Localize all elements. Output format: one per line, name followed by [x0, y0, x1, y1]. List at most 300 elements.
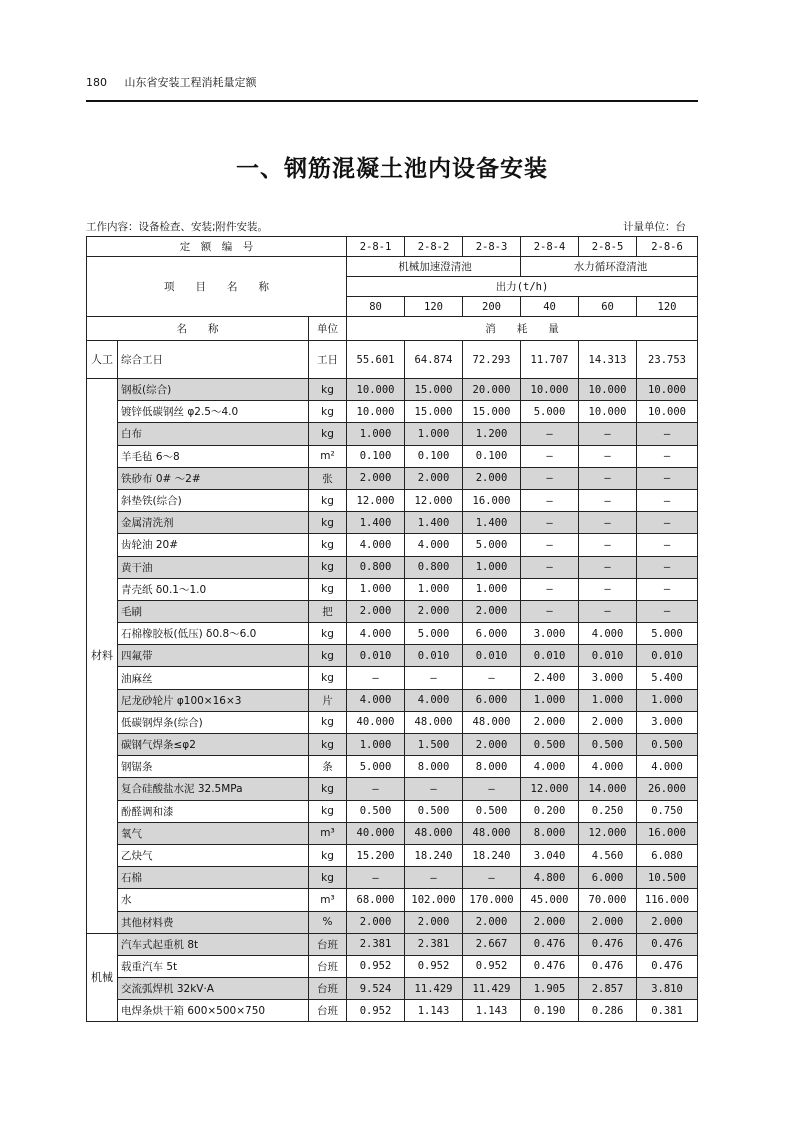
- value-cell: —: [521, 423, 579, 445]
- value-cell: 0.800: [405, 556, 463, 578]
- value-cell: 1.143: [405, 1000, 463, 1022]
- row-unit: kg: [309, 778, 347, 800]
- capacity-cell: 200: [463, 297, 521, 317]
- value-cell: 0.952: [405, 955, 463, 977]
- row-name: 水: [118, 889, 309, 911]
- category-machine: 机械: [87, 933, 118, 1022]
- table-row: [87, 1000, 698, 1022]
- value-cell: 5.400: [637, 667, 698, 689]
- value-cell: —: [637, 489, 698, 511]
- value-cell: 10.000: [521, 379, 579, 401]
- value-cell: 2.000: [347, 911, 405, 933]
- value-cell: 0.100: [405, 445, 463, 467]
- table-row: [87, 711, 698, 733]
- running-header: [86, 74, 698, 90]
- table-row: [87, 889, 698, 911]
- value-cell: —: [405, 867, 463, 889]
- value-cell: —: [521, 556, 579, 578]
- value-cell: 1.400: [463, 512, 521, 534]
- value-cell: 2.400: [521, 667, 579, 689]
- code-cell: 2-8-5: [579, 237, 637, 257]
- row-name: 酚醛调和漆: [118, 800, 309, 822]
- value-cell: —: [579, 600, 637, 622]
- value-cell: 1.000: [405, 423, 463, 445]
- output-label: 出力(t/h): [347, 277, 698, 297]
- category-material: 材料: [87, 379, 118, 934]
- table-row: [87, 734, 698, 756]
- header-rule: [86, 100, 698, 102]
- value-cell: 4.800: [521, 867, 579, 889]
- value-cell: 40.000: [347, 822, 405, 844]
- value-cell: 14.313: [579, 341, 637, 379]
- value-cell: —: [637, 423, 698, 445]
- value-cell: 2.000: [463, 911, 521, 933]
- row-name: 石棉: [118, 867, 309, 889]
- row-unit: kg: [309, 534, 347, 556]
- value-cell: 15.200: [347, 844, 405, 866]
- value-cell: 11.429: [463, 978, 521, 1000]
- row-unit: 条: [309, 756, 347, 778]
- table-row: [87, 955, 698, 977]
- value-cell: 1.143: [463, 1000, 521, 1022]
- code-cell: 2-8-1: [347, 237, 405, 257]
- table-row: [87, 578, 698, 600]
- value-cell: —: [579, 467, 637, 489]
- col-name-header: 名 称: [87, 317, 309, 341]
- value-cell: 9.524: [347, 978, 405, 1000]
- row-unit: 台班: [309, 1000, 347, 1022]
- value-cell: 10.000: [579, 401, 637, 423]
- row-name: 镀锌低碳钢丝 φ2.5～4.0: [118, 401, 309, 423]
- measure-unit: 计量单位：台: [623, 221, 686, 233]
- value-cell: 48.000: [463, 711, 521, 733]
- value-cell: 4.000: [637, 756, 698, 778]
- value-cell: 4.560: [579, 844, 637, 866]
- row-name: 氧气: [118, 822, 309, 844]
- row-name: 羊毛毡 6～8: [118, 445, 309, 467]
- value-cell: 5.000: [405, 623, 463, 645]
- row-unit: 张: [309, 467, 347, 489]
- value-cell: 0.010: [579, 645, 637, 667]
- value-cell: 1.000: [347, 423, 405, 445]
- value-cell: 5.000: [463, 534, 521, 556]
- value-cell: —: [637, 600, 698, 622]
- value-cell: 0.200: [521, 800, 579, 822]
- row-name: 铁砂布 0# ～2#: [118, 467, 309, 489]
- quota-code-label: 定 额 编 号: [87, 237, 347, 257]
- value-cell: 1.500: [405, 734, 463, 756]
- value-cell: 0.190: [521, 1000, 579, 1022]
- value-cell: 102.000: [405, 889, 463, 911]
- row-unit: kg: [309, 734, 347, 756]
- row-unit: 片: [309, 689, 347, 711]
- table-row: [87, 867, 698, 889]
- row-name: 载重汽车 5t: [118, 955, 309, 977]
- row-name: 碳钢气焊条≤φ2: [118, 734, 309, 756]
- value-cell: 0.100: [463, 445, 521, 467]
- value-cell: 12.000: [405, 489, 463, 511]
- row-name: 石棉橡胶板(低压) δ0.8～6.0: [118, 623, 309, 645]
- value-cell: 0.010: [463, 645, 521, 667]
- table-row: [87, 600, 698, 622]
- capacity-cell: 40: [521, 297, 579, 317]
- row-name: 齿轮油 20#: [118, 534, 309, 556]
- value-cell: 6.000: [579, 867, 637, 889]
- value-cell: 3.040: [521, 844, 579, 866]
- col-unit-header: 单位: [309, 317, 347, 341]
- value-cell: 18.240: [405, 844, 463, 866]
- value-cell: 0.500: [347, 800, 405, 822]
- table-row: [87, 341, 698, 379]
- group-header-1: 机械加速澄清池: [347, 257, 521, 277]
- value-cell: 2.857: [579, 978, 637, 1000]
- work-content: 工作内容：设备检查、安装;附件安装。: [86, 221, 269, 233]
- row-name: 汽车式起重机 8t: [118, 933, 309, 955]
- value-cell: 4.000: [405, 534, 463, 556]
- group-header-2: 水力循环澄清池: [521, 257, 698, 277]
- table-row: [87, 489, 698, 511]
- value-cell: 12.000: [521, 778, 579, 800]
- value-cell: 15.000: [463, 401, 521, 423]
- value-cell: 6.000: [463, 623, 521, 645]
- value-cell: 1.905: [521, 978, 579, 1000]
- table-row: [87, 534, 698, 556]
- value-cell: —: [405, 778, 463, 800]
- row-name: 综合工日: [118, 341, 309, 379]
- value-cell: 12.000: [347, 489, 405, 511]
- row-unit: kg: [309, 512, 347, 534]
- value-cell: —: [521, 578, 579, 600]
- table-row: [87, 822, 698, 844]
- value-cell: —: [637, 467, 698, 489]
- book-title: 山东省安装工程消耗量定额: [124, 76, 257, 89]
- row-unit: kg: [309, 556, 347, 578]
- value-cell: —: [637, 556, 698, 578]
- value-cell: 2.000: [463, 600, 521, 622]
- value-cell: 1.400: [347, 512, 405, 534]
- row-unit: kg: [309, 401, 347, 423]
- value-cell: 16.000: [463, 489, 521, 511]
- value-cell: 0.476: [637, 933, 698, 955]
- value-cell: 55.601: [347, 341, 405, 379]
- value-cell: —: [521, 600, 579, 622]
- table-row: [87, 379, 698, 401]
- table-row: [87, 423, 698, 445]
- value-cell: 1.000: [405, 578, 463, 600]
- row-name: 毛刷: [118, 600, 309, 622]
- row-name: 乙炔气: [118, 844, 309, 866]
- value-cell: 2.000: [463, 734, 521, 756]
- row-unit: kg: [309, 800, 347, 822]
- table-row: [87, 467, 698, 489]
- value-cell: 0.952: [463, 955, 521, 977]
- value-cell: 26.000: [637, 778, 698, 800]
- row-unit: 台班: [309, 933, 347, 955]
- row-name: 白布: [118, 423, 309, 445]
- value-cell: 2.000: [521, 911, 579, 933]
- row-unit: 台班: [309, 955, 347, 977]
- value-cell: 45.000: [521, 889, 579, 911]
- value-cell: 15.000: [405, 401, 463, 423]
- value-cell: 4.000: [521, 756, 579, 778]
- value-cell: 0.952: [347, 1000, 405, 1022]
- quota-table: [86, 236, 698, 1022]
- value-cell: 14.000: [579, 778, 637, 800]
- row-name: 交流弧焊机 32kV·A: [118, 978, 309, 1000]
- value-cell: 0.010: [521, 645, 579, 667]
- row-name: 其他材料费: [118, 911, 309, 933]
- code-cell: 2-8-6: [637, 237, 698, 257]
- row-name: 尼龙砂轮片 φ100×16×3: [118, 689, 309, 711]
- capacity-cell: 120: [637, 297, 698, 317]
- table-row: [87, 645, 698, 667]
- value-cell: 48.000: [405, 822, 463, 844]
- value-cell: 0.381: [637, 1000, 698, 1022]
- row-name: 钢板(综合): [118, 379, 309, 401]
- value-cell: 2.667: [463, 933, 521, 955]
- value-cell: 6.000: [463, 689, 521, 711]
- value-cell: 3.810: [637, 978, 698, 1000]
- value-cell: —: [579, 445, 637, 467]
- value-cell: 10.000: [347, 379, 405, 401]
- row-name: 青壳纸 δ0.1～1.0: [118, 578, 309, 600]
- value-cell: 0.476: [637, 955, 698, 977]
- value-cell: 10.000: [637, 401, 698, 423]
- row-unit: kg: [309, 645, 347, 667]
- value-cell: 2.000: [347, 467, 405, 489]
- row-unit: m³: [309, 889, 347, 911]
- row-unit: m²: [309, 445, 347, 467]
- table-row: [87, 800, 698, 822]
- value-cell: 3.000: [521, 623, 579, 645]
- value-cell: 2.381: [347, 933, 405, 955]
- row-unit: 把: [309, 600, 347, 622]
- value-cell: 16.000: [637, 822, 698, 844]
- value-cell: —: [579, 534, 637, 556]
- value-cell: 2.000: [579, 711, 637, 733]
- code-cell: 2-8-2: [405, 237, 463, 257]
- value-cell: 11.707: [521, 341, 579, 379]
- row-unit: kg: [309, 667, 347, 689]
- row-name: 金属清洗剂: [118, 512, 309, 534]
- table-row: [87, 844, 698, 866]
- value-cell: 2.000: [637, 911, 698, 933]
- value-cell: —: [463, 867, 521, 889]
- value-cell: 0.010: [637, 645, 698, 667]
- value-cell: 1.000: [463, 578, 521, 600]
- work-content-line: [86, 219, 698, 234]
- table-row: [87, 933, 698, 955]
- value-cell: —: [579, 578, 637, 600]
- value-cell: 2.000: [347, 600, 405, 622]
- value-cell: 2.000: [463, 467, 521, 489]
- item-name-label: 项 目 名 称: [87, 257, 347, 317]
- table-row: [87, 667, 698, 689]
- value-cell: —: [579, 512, 637, 534]
- value-cell: 1.000: [347, 734, 405, 756]
- row-unit: kg: [309, 578, 347, 600]
- value-cell: —: [579, 489, 637, 511]
- value-cell: 68.000: [347, 889, 405, 911]
- value-cell: 10.000: [579, 379, 637, 401]
- value-cell: —: [521, 489, 579, 511]
- row-unit: kg: [309, 423, 347, 445]
- value-cell: 4.000: [405, 689, 463, 711]
- value-cell: 116.000: [637, 889, 698, 911]
- value-cell: 0.500: [637, 734, 698, 756]
- value-cell: 70.000: [579, 889, 637, 911]
- table-row: [87, 778, 698, 800]
- value-cell: 0.476: [579, 933, 637, 955]
- value-cell: —: [463, 667, 521, 689]
- value-cell: 18.240: [463, 844, 521, 866]
- value-cell: —: [347, 667, 405, 689]
- row-name: 斜垫铁(综合): [118, 489, 309, 511]
- value-cell: 10.000: [347, 401, 405, 423]
- value-cell: 40.000: [347, 711, 405, 733]
- value-cell: 0.250: [579, 800, 637, 822]
- value-cell: 3.000: [637, 711, 698, 733]
- table-row: [87, 512, 698, 534]
- value-cell: 0.800: [347, 556, 405, 578]
- value-cell: 2.000: [579, 911, 637, 933]
- value-cell: 10.000: [637, 379, 698, 401]
- table-row: [87, 978, 698, 1000]
- value-cell: 0.500: [521, 734, 579, 756]
- table-row: [87, 689, 698, 711]
- value-cell: 0.286: [579, 1000, 637, 1022]
- value-cell: 0.100: [347, 445, 405, 467]
- value-cell: 2.000: [405, 600, 463, 622]
- value-cell: 2.000: [521, 711, 579, 733]
- code-cell: 2-8-3: [463, 237, 521, 257]
- value-cell: 2.000: [405, 911, 463, 933]
- capacity-cell: 120: [405, 297, 463, 317]
- table-row: [87, 445, 698, 467]
- value-cell: 3.000: [579, 667, 637, 689]
- code-cell: 2-8-4: [521, 237, 579, 257]
- value-cell: 2.381: [405, 933, 463, 955]
- row-name: 钢锯条: [118, 756, 309, 778]
- value-cell: 15.000: [405, 379, 463, 401]
- value-cell: —: [347, 867, 405, 889]
- value-cell: 5.000: [521, 401, 579, 423]
- table-row: [87, 556, 698, 578]
- value-cell: 0.010: [347, 645, 405, 667]
- value-cell: —: [637, 578, 698, 600]
- value-cell: —: [521, 445, 579, 467]
- value-cell: 0.476: [521, 955, 579, 977]
- capacity-cell: 60: [579, 297, 637, 317]
- row-unit: kg: [309, 379, 347, 401]
- value-cell: 64.874: [405, 341, 463, 379]
- row-name: 低碳钢焊条(综合): [118, 711, 309, 733]
- table-row: [87, 911, 698, 933]
- value-cell: 1.200: [463, 423, 521, 445]
- value-cell: —: [637, 512, 698, 534]
- value-cell: 5.000: [637, 623, 698, 645]
- table-row: [87, 623, 698, 645]
- value-cell: —: [579, 556, 637, 578]
- value-cell: 20.000: [463, 379, 521, 401]
- table-row: [87, 756, 698, 778]
- value-cell: 8.000: [405, 756, 463, 778]
- value-cell: 4.000: [347, 534, 405, 556]
- value-cell: 0.500: [463, 800, 521, 822]
- row-unit: kg: [309, 489, 347, 511]
- table-row: [87, 401, 698, 423]
- value-cell: 48.000: [463, 822, 521, 844]
- value-cell: —: [463, 778, 521, 800]
- value-cell: —: [637, 534, 698, 556]
- value-cell: 8.000: [463, 756, 521, 778]
- value-cell: —: [637, 445, 698, 467]
- value-cell: 0.476: [579, 955, 637, 977]
- value-cell: 48.000: [405, 711, 463, 733]
- row-unit: %: [309, 911, 347, 933]
- value-cell: —: [521, 467, 579, 489]
- value-cell: 0.476: [521, 933, 579, 955]
- value-cell: 1.000: [347, 578, 405, 600]
- row-unit: 工日: [309, 341, 347, 379]
- value-cell: 170.000: [463, 889, 521, 911]
- row-name: 复合硅酸盐水泥 32.5MPa: [118, 778, 309, 800]
- section-title: 一、钢筋混凝土池内设备安装: [236, 156, 548, 182]
- row-unit: kg: [309, 867, 347, 889]
- row-name: 黄干油: [118, 556, 309, 578]
- value-cell: 8.000: [521, 822, 579, 844]
- value-cell: 4.000: [347, 689, 405, 711]
- value-cell: 12.000: [579, 822, 637, 844]
- value-cell: 10.500: [637, 867, 698, 889]
- value-cell: 4.000: [579, 623, 637, 645]
- row-unit: kg: [309, 711, 347, 733]
- value-cell: 23.753: [637, 341, 698, 379]
- value-cell: 4.000: [347, 623, 405, 645]
- capacity-cell: 80: [347, 297, 405, 317]
- value-cell: 1.400: [405, 512, 463, 534]
- value-cell: 0.010: [405, 645, 463, 667]
- row-unit: m³: [309, 822, 347, 844]
- row-name: 四氟带: [118, 645, 309, 667]
- category-labor: 人工: [87, 341, 118, 379]
- row-name: 电焊条烘干箱 600×500×750: [118, 1000, 309, 1022]
- value-cell: 0.750: [637, 800, 698, 822]
- page-number: 180: [86, 76, 107, 89]
- value-cell: —: [347, 778, 405, 800]
- value-cell: —: [521, 534, 579, 556]
- value-cell: 1.000: [521, 689, 579, 711]
- row-unit: 台班: [309, 978, 347, 1000]
- value-cell: —: [521, 512, 579, 534]
- col-consumption-header: 消 耗 量: [347, 317, 698, 341]
- row-name: 油麻丝: [118, 667, 309, 689]
- row-unit: kg: [309, 623, 347, 645]
- value-cell: 1.000: [463, 556, 521, 578]
- value-cell: 0.952: [347, 955, 405, 977]
- value-cell: 6.080: [637, 844, 698, 866]
- value-cell: 1.000: [579, 689, 637, 711]
- value-cell: 0.500: [405, 800, 463, 822]
- row-unit: kg: [309, 844, 347, 866]
- value-cell: 2.000: [405, 467, 463, 489]
- value-cell: 72.293: [463, 341, 521, 379]
- value-cell: 5.000: [347, 756, 405, 778]
- value-cell: 1.000: [637, 689, 698, 711]
- value-cell: 11.429: [405, 978, 463, 1000]
- value-cell: —: [405, 667, 463, 689]
- value-cell: 4.000: [579, 756, 637, 778]
